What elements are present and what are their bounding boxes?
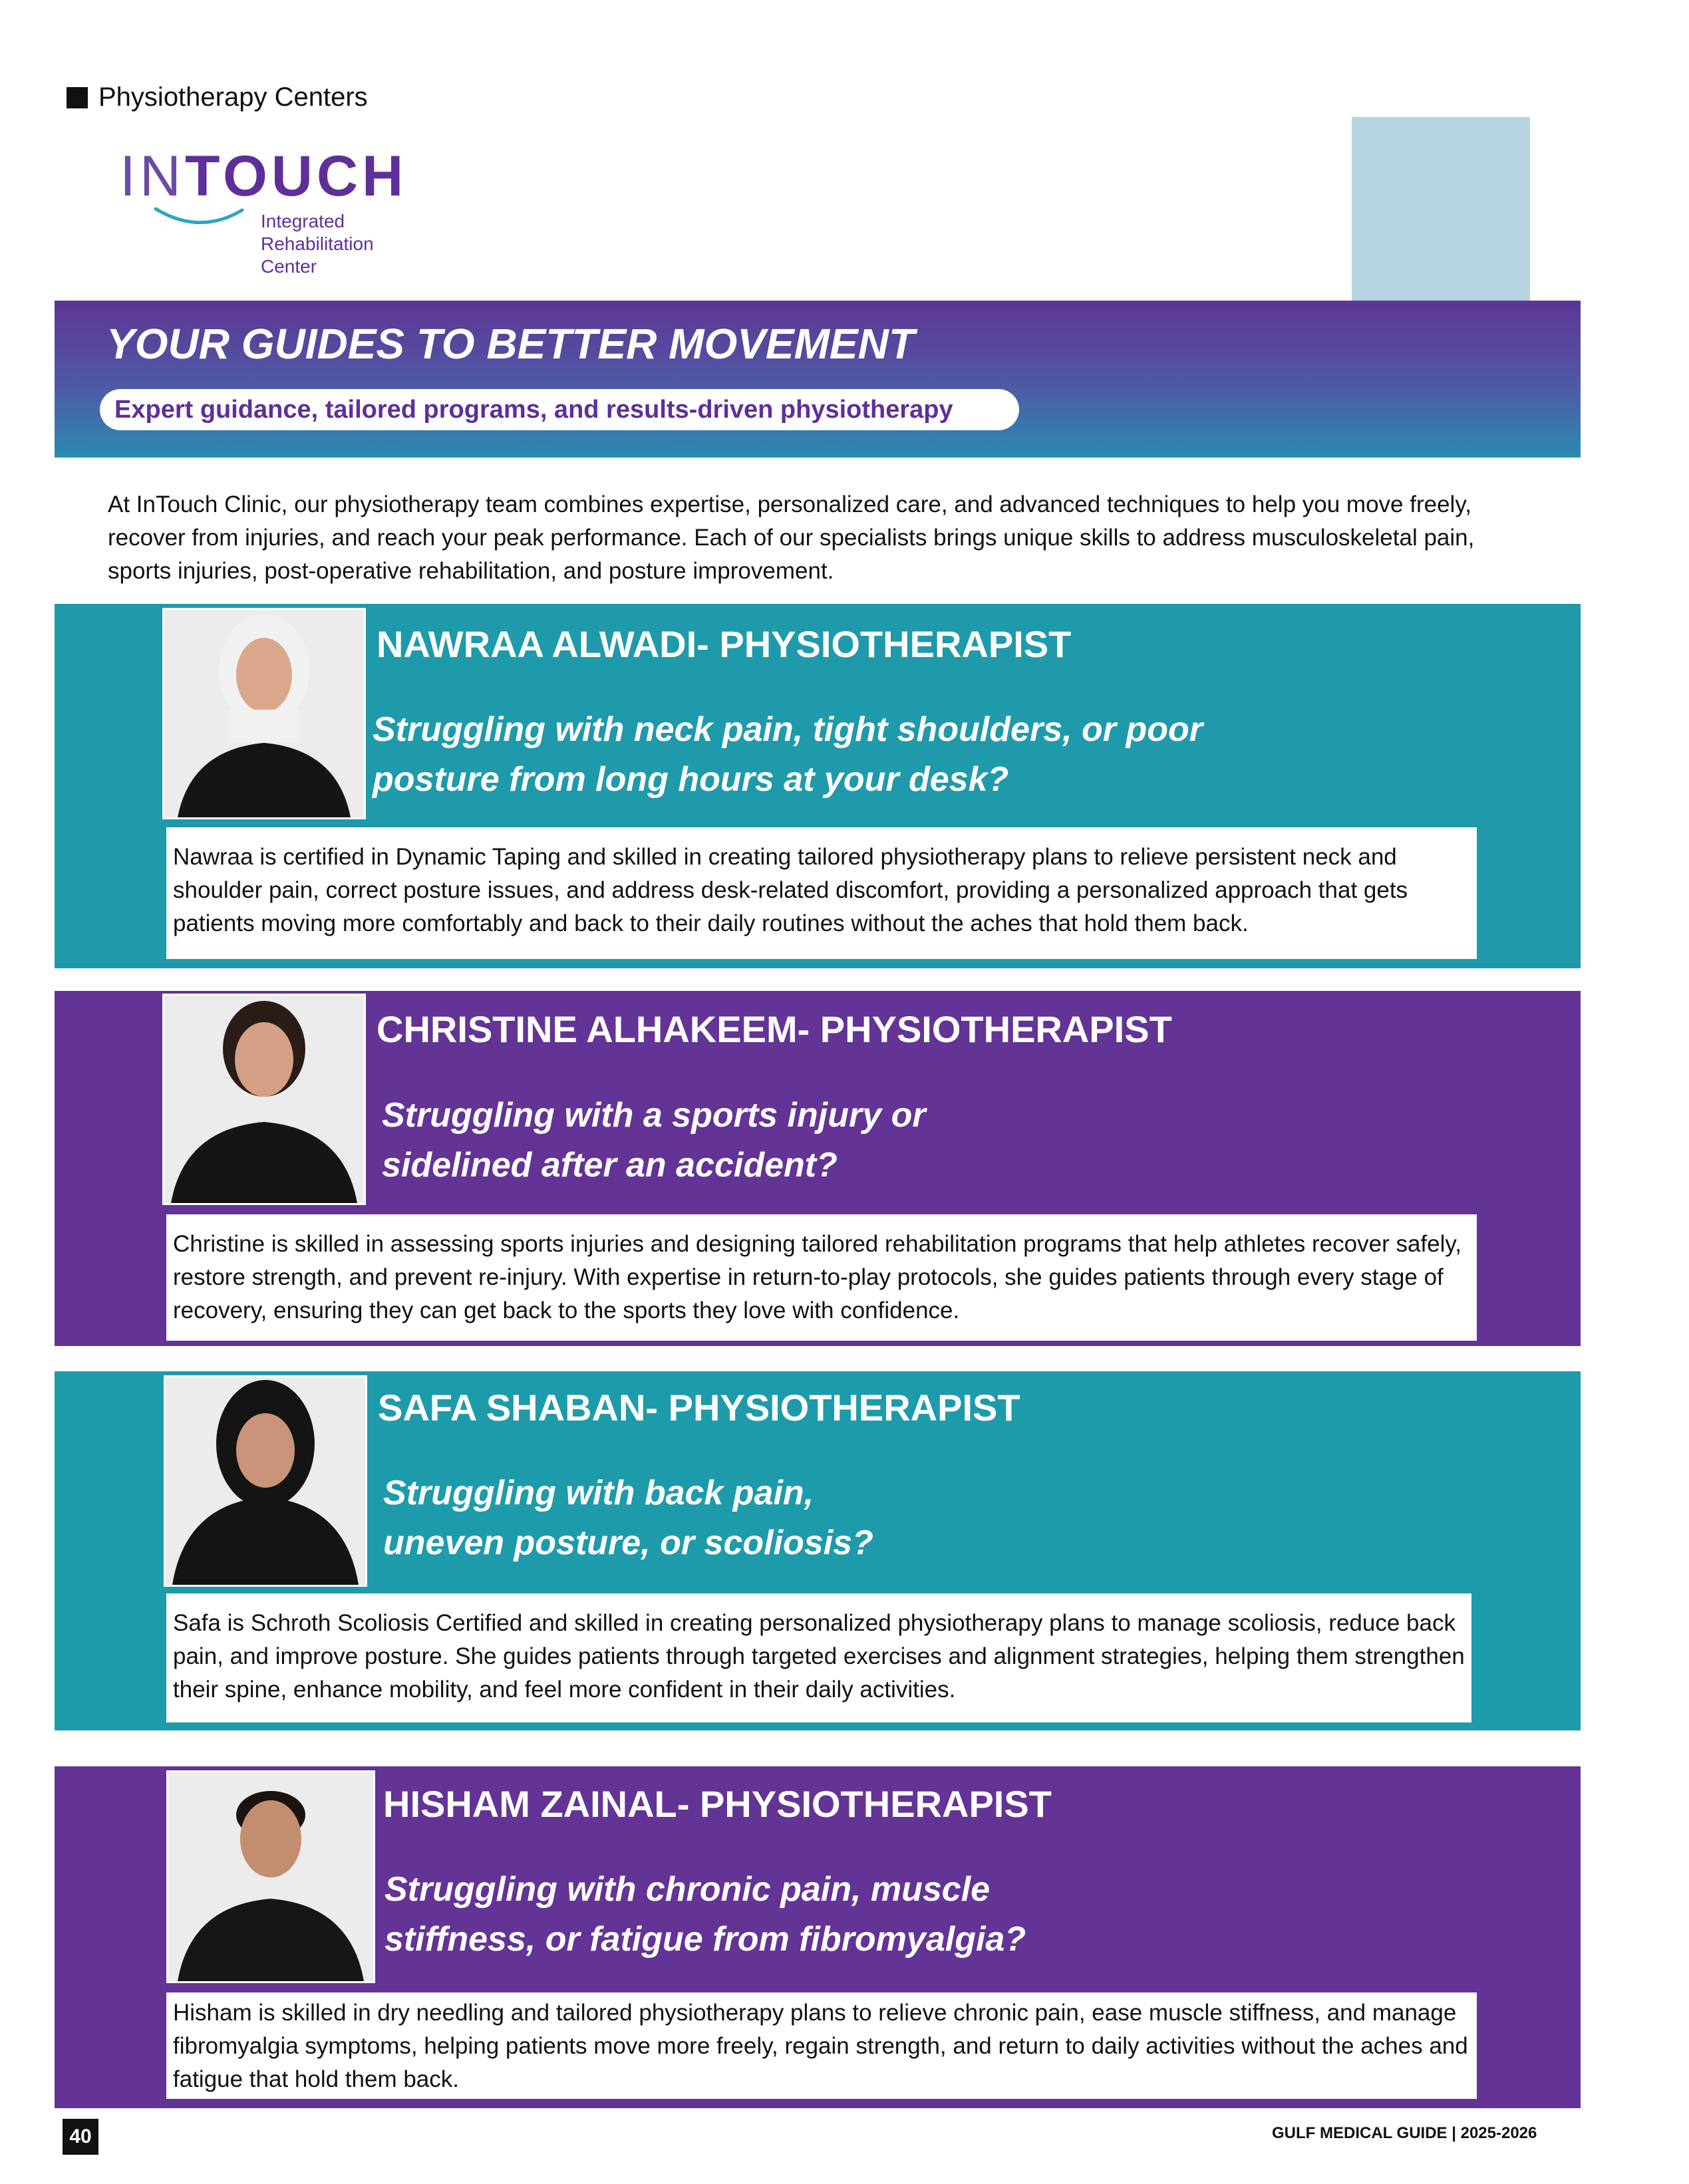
therapist-photo <box>164 1375 367 1587</box>
banner-title: YOUR GUIDES TO BETTER MOVEMENT <box>106 320 915 368</box>
section-label <box>67 82 368 112</box>
therapist-description: Safa is Schroth Scoliosis Certified and skilled in creating personalized physiotherapy plans to manage scoliosis, reduce back pain, and improve posture. She guides patients through targeted exercises and alignment strategies, helping them strengthen their spine, enhance mobility, and feel more confident in their daily activities. <box>166 1593 1471 1722</box>
banner-subtitle-pill <box>100 389 1019 430</box>
therapist-description: Hisham is skilled in dry needling and tailored physiotherapy plans to relieve chronic pain, ease muscle stiffness, and manage fibromyalgia symptoms, helping patients move more freely, regain strength, and return to daily activities without the aches and fatigue that hold them back. <box>166 1992 1477 2099</box>
therapist-name: HISHAM ZAINAL- PHYSIOTHERAPIST <box>383 1783 1052 1825</box>
decorative-block <box>1352 117 1530 301</box>
therapist-description: Christine is skilled in assessing sports injuries and designing tailored rehabilitation programs that help athletes recover safely, restore strength, and prevent re-injury. With expertise in return-to-play protocols, she guides patients through every stage of recovery, ensuring they can get back to the sports they love with confidence. <box>166 1214 1477 1341</box>
portrait-icon <box>164 610 364 817</box>
therapist-question: Struggling with a sports injury or sidelined after an accident? <box>382 1096 926 1184</box>
therapist-photo <box>162 994 366 1205</box>
logo-swoosh-icon <box>153 204 246 230</box>
intro-paragraph: At InTouch Clinic, our physiotherapy team combines expertise, personalized care, and advanced techniques to help you move freely, recover from injuries, and reach your peak performance. Each of our specialists brings unique skills to address musculoskeletal pain, sports injuries, post-operative rehabilitation, and posture improvement. <box>108 491 1475 584</box>
therapist-description: Nawraa is certified in Dynamic Taping and skilled in creating tailored physiotherapy plans to relieve persistent neck and shoulder pain, correct posture issues, and address desk-related discomfort, providing a personalized approach that gets patients moving more comfortably and back to their daily routines without the aches that hold them back. <box>166 827 1477 959</box>
therapist-photo <box>162 608 366 819</box>
logo-wordmark: INTOUCH <box>120 144 408 208</box>
publication-footer: GULF MEDICAL GUIDE | 2025-2026 <box>1272 2124 1537 2142</box>
therapist-question: Struggling with chronic pain, muscle stiffness, or fatigue from fibromyalgia? <box>384 1870 1026 1959</box>
therapist-photo <box>166 1770 375 1983</box>
banner-subtitle: Expert guidance, tailored programs, and results-driven physiotherapy <box>114 395 953 424</box>
therapist-name: SAFA SHABAN- PHYSIOTHERAPIST <box>378 1387 1020 1429</box>
portrait-icon <box>164 996 364 1203</box>
section-label-text: Physiotherapy Centers <box>98 82 368 112</box>
therapist-question: Struggling with neck pain, tight shoulders, or poor posture from long hours at your desk? <box>373 710 1203 799</box>
portrait-icon <box>168 1772 373 1981</box>
logo-subtitle: Integrated Rehabilitation Center <box>261 211 374 277</box>
square-bullet-icon <box>67 87 88 108</box>
therapist-name: NAWRAA ALWADI- PHYSIOTHERAPIST <box>377 623 1072 665</box>
therapist-question: Struggling with back pain, uneven posture, or scoliosis? <box>383 1474 873 1562</box>
portrait-icon <box>166 1377 365 1585</box>
therapist-name: CHRISTINE ALHAKEEM- PHYSIOTHERAPIST <box>377 1008 1172 1050</box>
intouch-logo <box>120 144 408 277</box>
page-number: 40 <box>63 2119 98 2155</box>
